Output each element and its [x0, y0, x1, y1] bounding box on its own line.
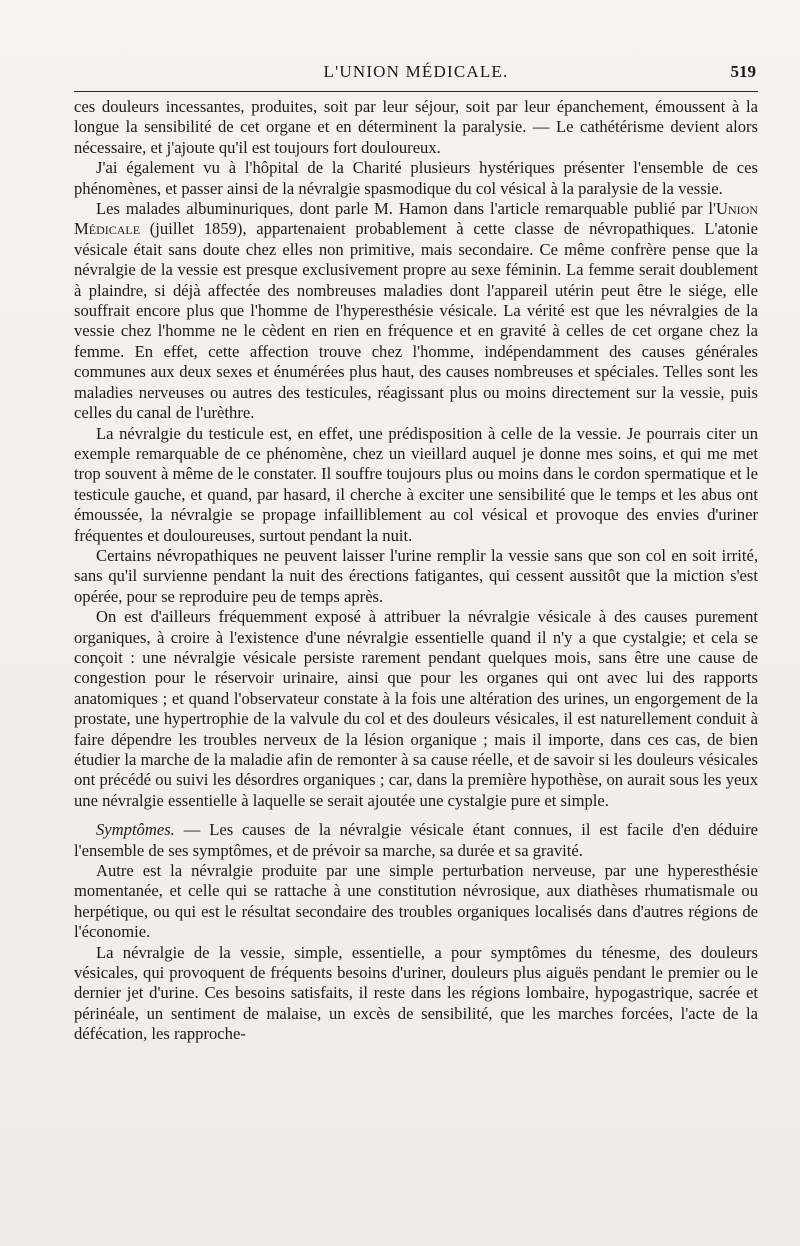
paragraph-3-rest: (juillet 1859), appartenaient probablement à cette classe de névropathiques. L'atonie vésicale était sans doute chez elles non primitive, mais secondaire. Ce même confrère pense que la névralgie de la vessie est presque exclusivement propre au sexe féminin. La femme serait doublement à plaindre, si déjà affectée des nombreuses maladies dont l'appareil utérin peut être le siége, elle souffrait encore plus que l'homme de l'hyperesthésie vésicale. La vérité est que les névralgies de la vessie chez l'homme ne le cèdent en rien en fréquence et en gravité à celles de cet organe chez la femme. En effet, cette affection trouve chez l'homme, indépendamment des causes générales communes aux deux sexes et énumérées plus haut, des causes nombreuses et spéciales. Telles sont les maladies nerveuses ou autres des testicules, réagissant plus ou moins directement sur la vessie, puis celles du canal de l'urèthre.: [74, 219, 758, 423]
paragraph-2: J'ai également vu à l'hôpital de la Charité plusieurs hystériques présenter l'ensemble de ces phénomènes, et passer ainsi de la névralgie spasmodique du col vésical à la paralysie de la vessie.: [74, 158, 758, 198]
paragraph-3-start: Les malades albuminuriques, dont parle M. Hamon dans l'article remarquable publié par l': [96, 199, 717, 219]
paragraph-4: La névralgie du testicule est, en effet, une prédisposition à celle de la vessie. Je pourrais citer un exemple remarquable de ce phénomène, chez un vieillard auquel je donne mes soins, et qui me met trop souvent à même de le constater. Il souffre toujours plus ou moins dans le cordon spermatique et le testicule gauche, et quand, par hasard, il cherche à exciter une sensibilité que le temps et les abus ont émoussée, la névralgie se propage infailliblement au col vésical et provoque des envies d'uriner fréquentes et douloureuses, surtout pendant la nuit.: [74, 423, 758, 545]
page-number: 519: [730, 62, 756, 81]
paragraph-9: La névralgie de la vessie, simple, essentielle, a pour symptômes du ténesme, des douleurs vésicales, qui provoquent de fréquents besoins d'uriner, douleurs plus aiguës pendant le premier ou le dernier jet d'urine. Ces besoins satisfaits, il reste dans les régions lombaire, hypogastrique, sacrée et périnéale, un sentiment de malaise, un excès de sensibilité, que les marches forcées, l'acte de la défécation, les rapproche-: [74, 942, 758, 1044]
paragraph-6: On est d'ailleurs fréquemment exposé à attribuer la névralgie vésicale à des causes purement organiques, à croire à l'existence d'une névralgie essentielle quand il n'y a que cystalgie; et cela se conçoit : une névralgie vésicale persiste rarement pendant quelques mois, sans être une cause de congestion pour le réservoir urinaire, ainsi que pour les organes qui ont avec lui des rapports anatomiques ; et quand l'observateur constate à la fois une altération des urines, un engorgement de la prostate, une hypertrophie de la valvule du col et des douleurs vésicales, il est naturellement conduit à faire dépendre les troubles nerveux de la lésion organique ; mais il importe, dans ces cas, de bien étudier la marche de la maladie afin de remonter à sa cause réelle, et de savoir si les douleurs vésicales ont précédé ou suivi les désordres organiques ; car, dans la première hypothèse, on aurait sous les yeux une névralgie essentielle à laquelle se serait ajoutée une cystalgie pure et simple.: [74, 607, 758, 810]
running-title: L'UNION MÉDICALE.: [323, 62, 509, 81]
paragraph-7-text: — Les causes de la névralgie vésicale étant connues, il est facile d'en déduire l'ensemble de ses symptômes, et de prévoir sa marche, sa durée et sa gravité.: [74, 820, 758, 860]
paragraph-1: ces douleurs incessantes, produites, soit par leur séjour, soit par leur épanchement, émoussent à la longue la sensibilité de cet organe et en déterminent la paralysie. — Le cathétérisme devient alors nécessaire, et j'ajoute qu'il est toujours fort douloureux.: [74, 97, 758, 157]
header-rule: [74, 91, 758, 92]
paragraph-8: Autre est la névralgie produite par une simple perturbation nerveuse, par une hyperesthésie momentanée, et celle qui se rattache à une constitution névrosique, aux diathèses rhumatismale ou herpétique, ou qui est le résultat secondaire des troubles organiques localisés dans d'autres régions de l'économie.: [74, 861, 758, 942]
paragraph-5: Certains névropathiques ne peuvent laisser l'urine remplir la vessie sans que son col en soit irrité, sans qu'il survienne pendant la nuit des érections fatigantes, qui cessent aussitôt que la miction s'est opérée, pour se reproduire peu de temps après.: [74, 545, 758, 606]
paragraph-7: [74, 820, 758, 861]
section-heading-symptomes: Symptômes.: [96, 820, 175, 840]
page-header: [74, 58, 758, 86]
journal-name: Union Médicale: [74, 199, 758, 239]
paragraph-3: [74, 199, 758, 423]
body-text: [74, 97, 758, 1045]
